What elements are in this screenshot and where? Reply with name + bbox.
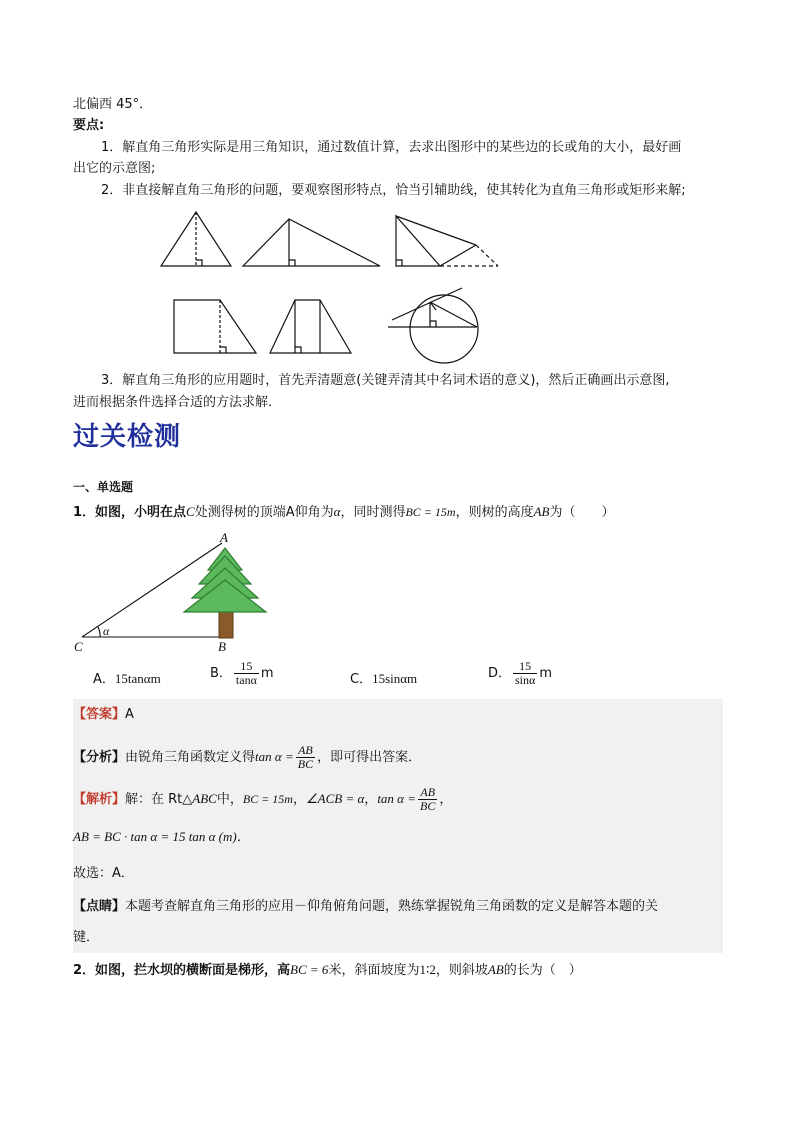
option-b-label: B．: [210, 666, 232, 681]
solution-text-b: 中，: [216, 792, 243, 807]
option-b-den: tanα: [235, 673, 257, 687]
option-c-label: C．: [350, 672, 373, 687]
option-b-num: 15: [234, 660, 259, 674]
solution-abc: ABC: [192, 791, 217, 806]
q2-text-b: 米，斜面坡度为: [328, 963, 420, 978]
solution-formula: AB = BC · tan α = 15 tan α (m)．: [73, 829, 250, 844]
option-a-label: A．: [93, 672, 115, 687]
key-point-3-line1: 3．解直角三角形的应用题时，首先弄清题意(关键弄清其中名词术语的意义)，然后正确画出示意图,: [101, 373, 670, 388]
option-a[interactable]: [93, 668, 161, 687]
question-2: [73, 961, 582, 980]
q1-alpha: α: [333, 504, 341, 519]
analysis-frac-den: BC: [297, 757, 314, 771]
fig-label-b: B: [218, 639, 226, 654]
option-d-den: sinα: [515, 673, 536, 687]
q1-bc: BC = 15m: [405, 505, 456, 519]
analysis-lhs: tan α =: [255, 749, 294, 764]
question-1: [73, 503, 615, 522]
fig-label-c: C: [74, 639, 83, 654]
option-a-value: 15tanαm: [114, 671, 161, 686]
answer-line: [73, 706, 134, 724]
solution-text-d: ，: [364, 792, 378, 807]
q2-text-d: 的长为（ ）: [503, 963, 582, 978]
q1-text-a: 1．如图，小明在点: [73, 505, 187, 520]
key-point-1-line1: 1．解直角三角形实际是用三角知识，通过数值计算，去求出图形中的某些边的长或角的大小，最好画: [101, 140, 682, 155]
option-d[interactable]: [488, 660, 552, 687]
option-c[interactable]: [350, 668, 417, 687]
option-d-num: 15: [513, 660, 537, 674]
key-point-2: 2．非直接解直角三角形的问题，要观察图形特点，恰当引辅助线，使其转化为直角三角形或矩形来解;: [101, 183, 686, 198]
intro-line: 北偏西 45°．: [73, 97, 153, 112]
analysis-frac-num: AB: [296, 744, 315, 758]
answer-tag: 【答案】: [73, 707, 126, 722]
q1-text-e: 为（ ）: [549, 505, 615, 520]
solution-text-a: 解：在 Rt△: [125, 792, 193, 807]
fig-label-alpha: α: [103, 624, 110, 638]
solution-text-e: ，: [439, 792, 453, 807]
key-point-3-line2: 进而根据条件选择合适的方法求解．: [73, 395, 282, 410]
analysis-line: [73, 744, 421, 771]
option-b-unit: m: [260, 666, 274, 681]
subsection-title: 一、单选题: [73, 480, 134, 494]
q1-ab: AB: [533, 504, 550, 519]
option-b[interactable]: [210, 660, 274, 687]
q1-text-b: 处测得树的顶端A仰角为: [194, 505, 334, 520]
option-d-label: D．: [488, 666, 512, 681]
solution-tag: 【解析】: [73, 792, 126, 807]
comment-line2: 键．: [73, 930, 100, 945]
choose-line: 故选：A．: [73, 866, 134, 881]
section-title: 过关检测: [73, 422, 182, 452]
q1-text-c: ，同时测得: [340, 505, 406, 520]
q2-ab: AB: [487, 962, 504, 977]
key-point-1-line2: 出它的示意图;: [73, 161, 156, 176]
analysis-text-b: ，即可得出答案．: [317, 750, 422, 765]
solution-text-c: ，: [292, 792, 306, 807]
answer-value: A: [125, 707, 134, 722]
analysis-text-a: 由锐角三角函数定义得: [125, 750, 256, 765]
solution-bc: BC = 15m: [242, 792, 293, 806]
solution-frac-den: BC: [420, 799, 436, 813]
q1-text-d: ，则树的高度: [455, 505, 534, 520]
key-points-label: 要点:: [73, 118, 105, 133]
fig-label-a: A: [220, 530, 228, 545]
comment-tag: 【点睛】: [73, 899, 126, 914]
analysis-tag: 【分析】: [73, 750, 126, 765]
option-c-value: 15sinαm: [372, 671, 418, 686]
solution-frac-num: AB: [418, 786, 437, 800]
q2-bc: BC = 6: [290, 962, 329, 977]
q1-var-c: C: [186, 504, 195, 519]
comment-line1: [73, 898, 658, 916]
q2-text-a: 2．如图，拦水坝的横断面是梯形，高: [73, 963, 291, 978]
solution-angle: ∠ACB = α: [305, 791, 365, 806]
solution-line: [73, 786, 452, 813]
q2-ratio: 1∶2: [419, 962, 436, 977]
q2-text-c: ，则斜坡: [435, 963, 488, 978]
solution-tan: tan α =: [377, 791, 417, 806]
option-d-unit: m: [539, 666, 552, 681]
comment-text-1: 本题考查解直角三角形的应用－仰角俯角问题，熟练掌握锐角三角函数的定义是解答本题的关: [125, 899, 659, 914]
